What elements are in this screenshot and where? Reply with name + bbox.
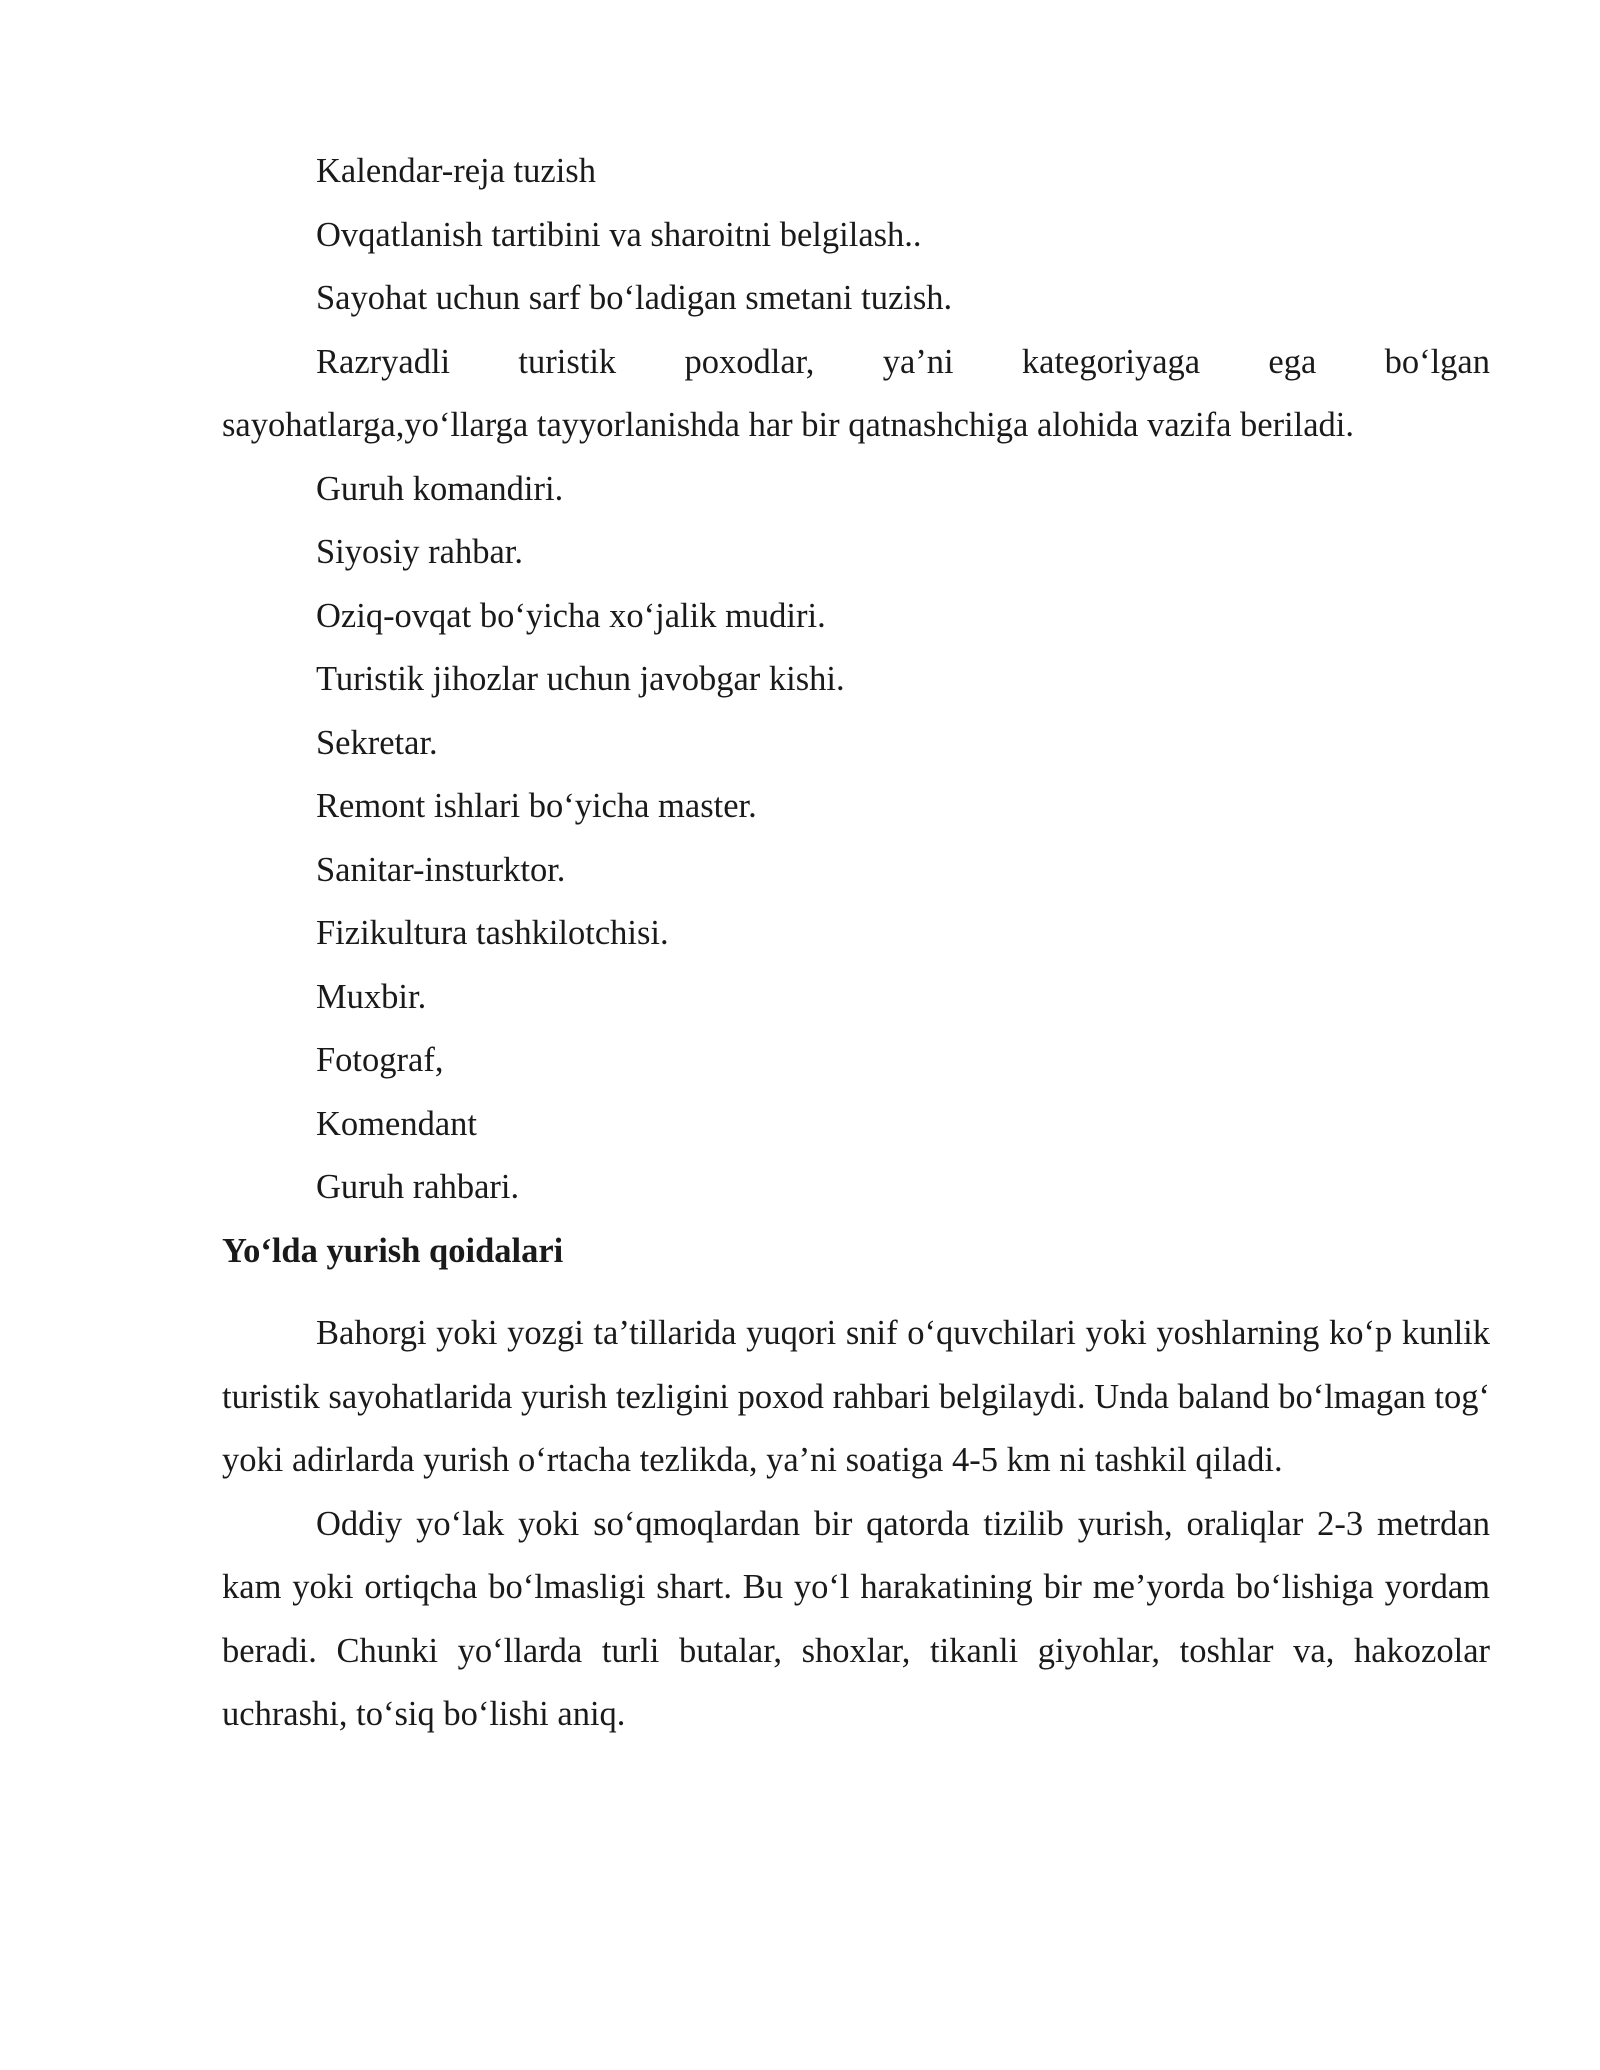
role-item: Komendant bbox=[316, 1104, 477, 1143]
role-item: Guruh rahbari. bbox=[316, 1168, 520, 1206]
role-item: Oziq-ovqat bo‘yicha xo‘jalik mudiri. bbox=[316, 596, 826, 635]
section-heading: Yo‘lda yurish qoidalari bbox=[222, 1231, 564, 1270]
word: ya’ni bbox=[882, 342, 954, 381]
role-item: Muxbir. bbox=[316, 977, 427, 1016]
razryad-paragraph-second-line: sayohatlarga,yo‘llarga tayyorlanishda har bir qatnashchiga alohida vazifa beriladi. bbox=[222, 406, 1354, 444]
word: poxodlar, bbox=[684, 342, 815, 381]
document-body bbox=[222, 143, 1490, 1747]
role-item: Fizikultura tashkilotchisi. bbox=[316, 914, 669, 952]
razryad-paragraph-first-line bbox=[222, 334, 1490, 398]
role-item: Sanitar-insturktor. bbox=[316, 850, 566, 889]
role-item: Sekretar. bbox=[316, 723, 438, 762]
paragraph: Oddiy yo‘lak yoki so‘qmoqlardan bir qatorda tizilib yurish, oraliqlar 2-3 metrdan kam yoki ortiqcha bo‘lmasligi shart. Bu yo‘l harakatining bir me’yorda bo‘lishiga yordam beradi. Chunki yo‘llarda turli butalar, shoxlar, tikanli giyohlar, toshlar va, hakozolar uchrashi, to‘siq bo‘lishi aniq. bbox=[222, 1504, 1490, 1733]
list-item: Ovqatlanish tartibini va sharoitni belgilash.. bbox=[316, 215, 922, 254]
word: kategoriyaga bbox=[1021, 342, 1201, 381]
role-item: Remont ishlari bo‘yicha master. bbox=[316, 787, 757, 825]
role-item: Fotograf, bbox=[316, 1041, 444, 1079]
role-item: Turistik jihozlar uchun javobgar kishi. bbox=[316, 660, 845, 698]
list-item: Kalendar-reja tuzish bbox=[316, 152, 596, 190]
word: bo‘lgan bbox=[1384, 342, 1490, 381]
word: Razryadli bbox=[316, 342, 451, 381]
list-item: Sayohat uchun sarf bo‘ladigan smetani tuzish. bbox=[316, 279, 953, 317]
role-item: Guruh komandiri. bbox=[316, 469, 564, 508]
word: turistik bbox=[518, 342, 617, 381]
paragraph: Bahorgi yoki yozgi ta’tillarida yuqori snif o‘quvchilari yoki yoshlarning ko‘p kunlik turistik sayohatlarida yurish tezligini poxod rahbari belgilaydi. Unda baland bo‘lmagan tog‘ yoki adirlarda yurish o‘rtacha tezlikda, ya’ni soatiga 4-5 km ni tashkil qiladi. bbox=[222, 1314, 1490, 1479]
role-item: Siyosiy rahbar. bbox=[316, 533, 523, 571]
word: ega bbox=[1268, 342, 1317, 381]
